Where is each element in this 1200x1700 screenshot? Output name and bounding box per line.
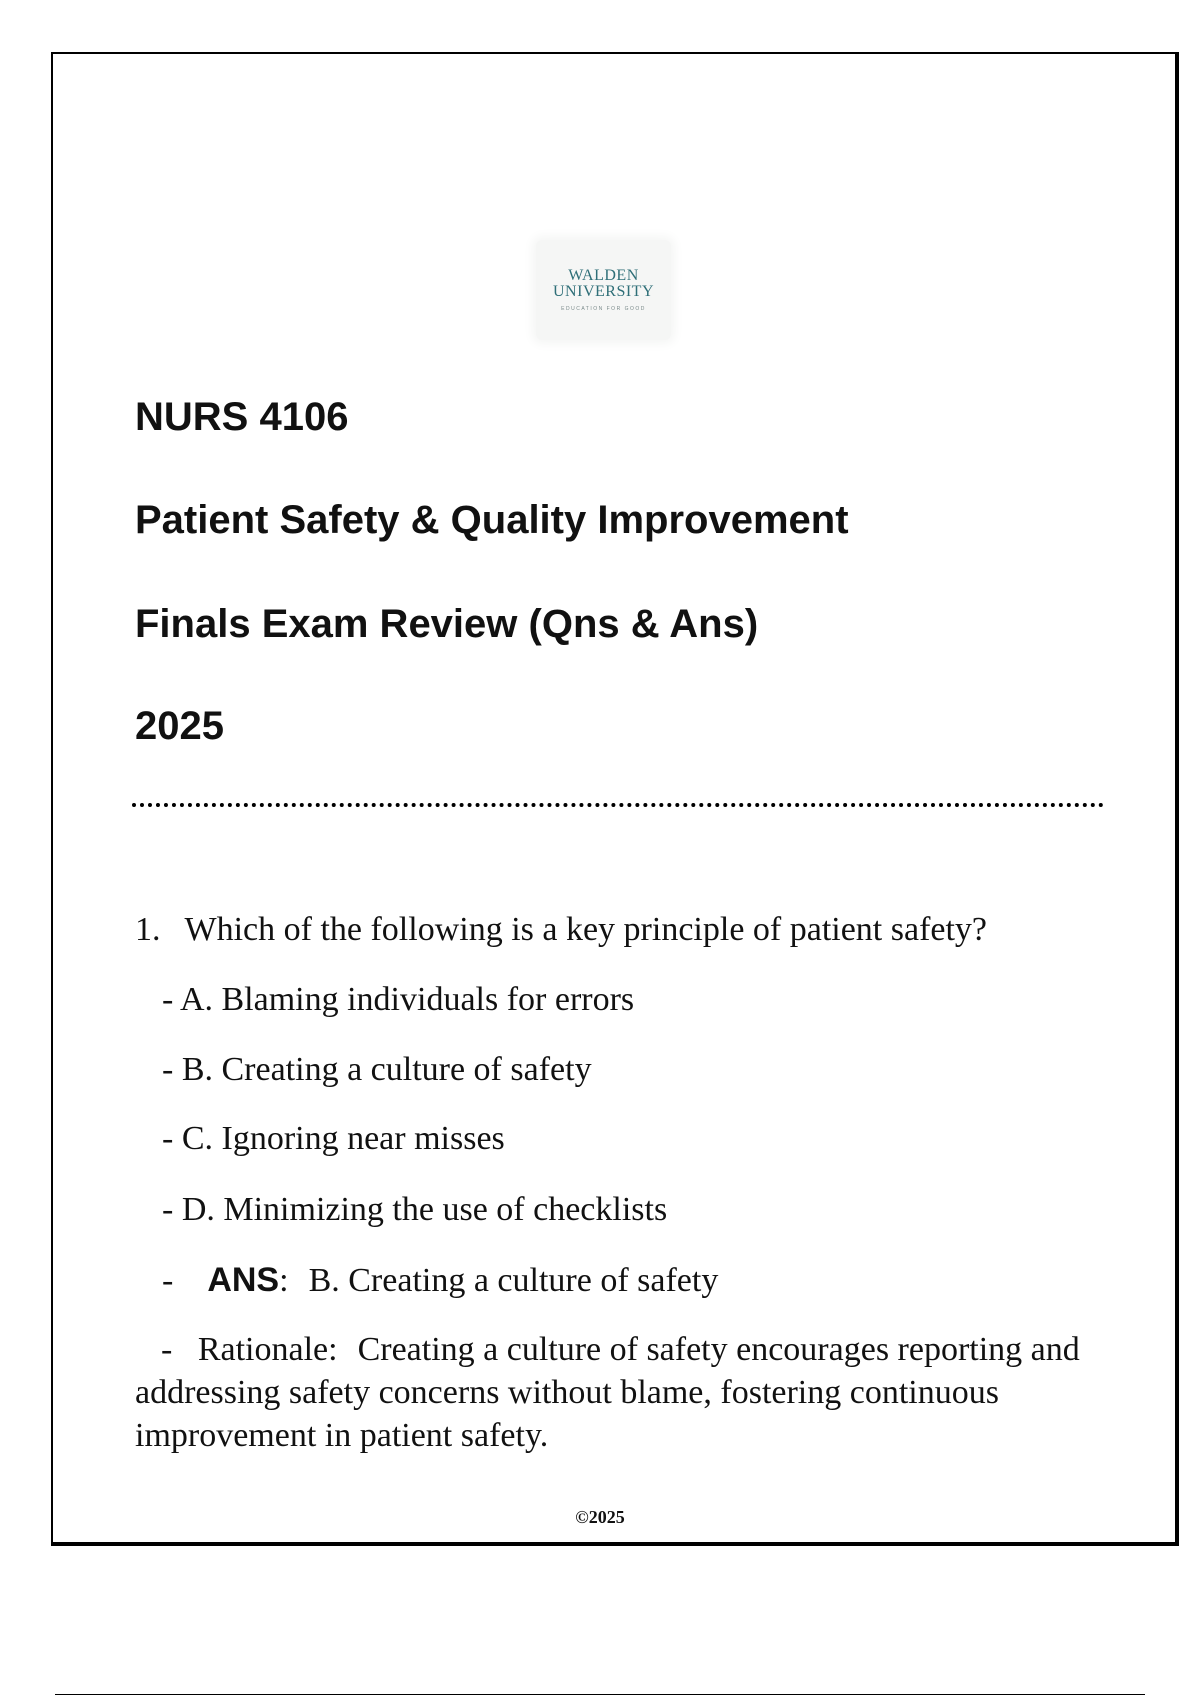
rationale-text: Creating a culture of safety encourages reporting and addressing safety concerns without blame, fostering continuous improvement in patient safety. — [135, 1331, 1080, 1454]
answer-colon: : — [279, 1262, 289, 1299]
course-code: NURS 4106 — [135, 395, 349, 439]
option-d: - D. Minimizing the use of checklists — [162, 1191, 668, 1228]
exam-title: Finals Exam Review (Qns & Ans) — [135, 602, 759, 646]
logo-line-2: UNIVERSITY — [553, 283, 654, 300]
question-line — [135, 910, 987, 950]
logo-line-1: WALDEN — [568, 267, 639, 284]
rationale-prefix: - Rationale: — [161, 1331, 338, 1368]
course-title: Patient Safety & Quality Improvement — [135, 498, 849, 542]
bottom-divider — [55, 1694, 1145, 1695]
answer-line — [162, 1260, 718, 1301]
option-a: - A. Blaming individuals for errors — [162, 981, 635, 1018]
walden-university-logo — [536, 240, 671, 340]
question-number: 1. — [135, 911, 161, 948]
copyright-footer: ©2025 — [575, 1507, 625, 1527]
exam-year: 2025 — [135, 704, 224, 748]
option-b: - B. Creating a culture of safety — [162, 1051, 592, 1088]
logo-tagline: EDUCATION FOR GOOD — [561, 306, 646, 312]
dotted-divider — [132, 803, 1104, 807]
rationale — [135, 1328, 1105, 1457]
answer-dash: - — [162, 1262, 174, 1299]
answer-text: B. Creating a culture of safety — [308, 1262, 719, 1299]
answer-label: ANS — [207, 1261, 280, 1299]
question-text: Which of the following is a key principle of patient safety? — [184, 911, 988, 948]
option-c: - C. Ignoring near misses — [162, 1120, 505, 1157]
